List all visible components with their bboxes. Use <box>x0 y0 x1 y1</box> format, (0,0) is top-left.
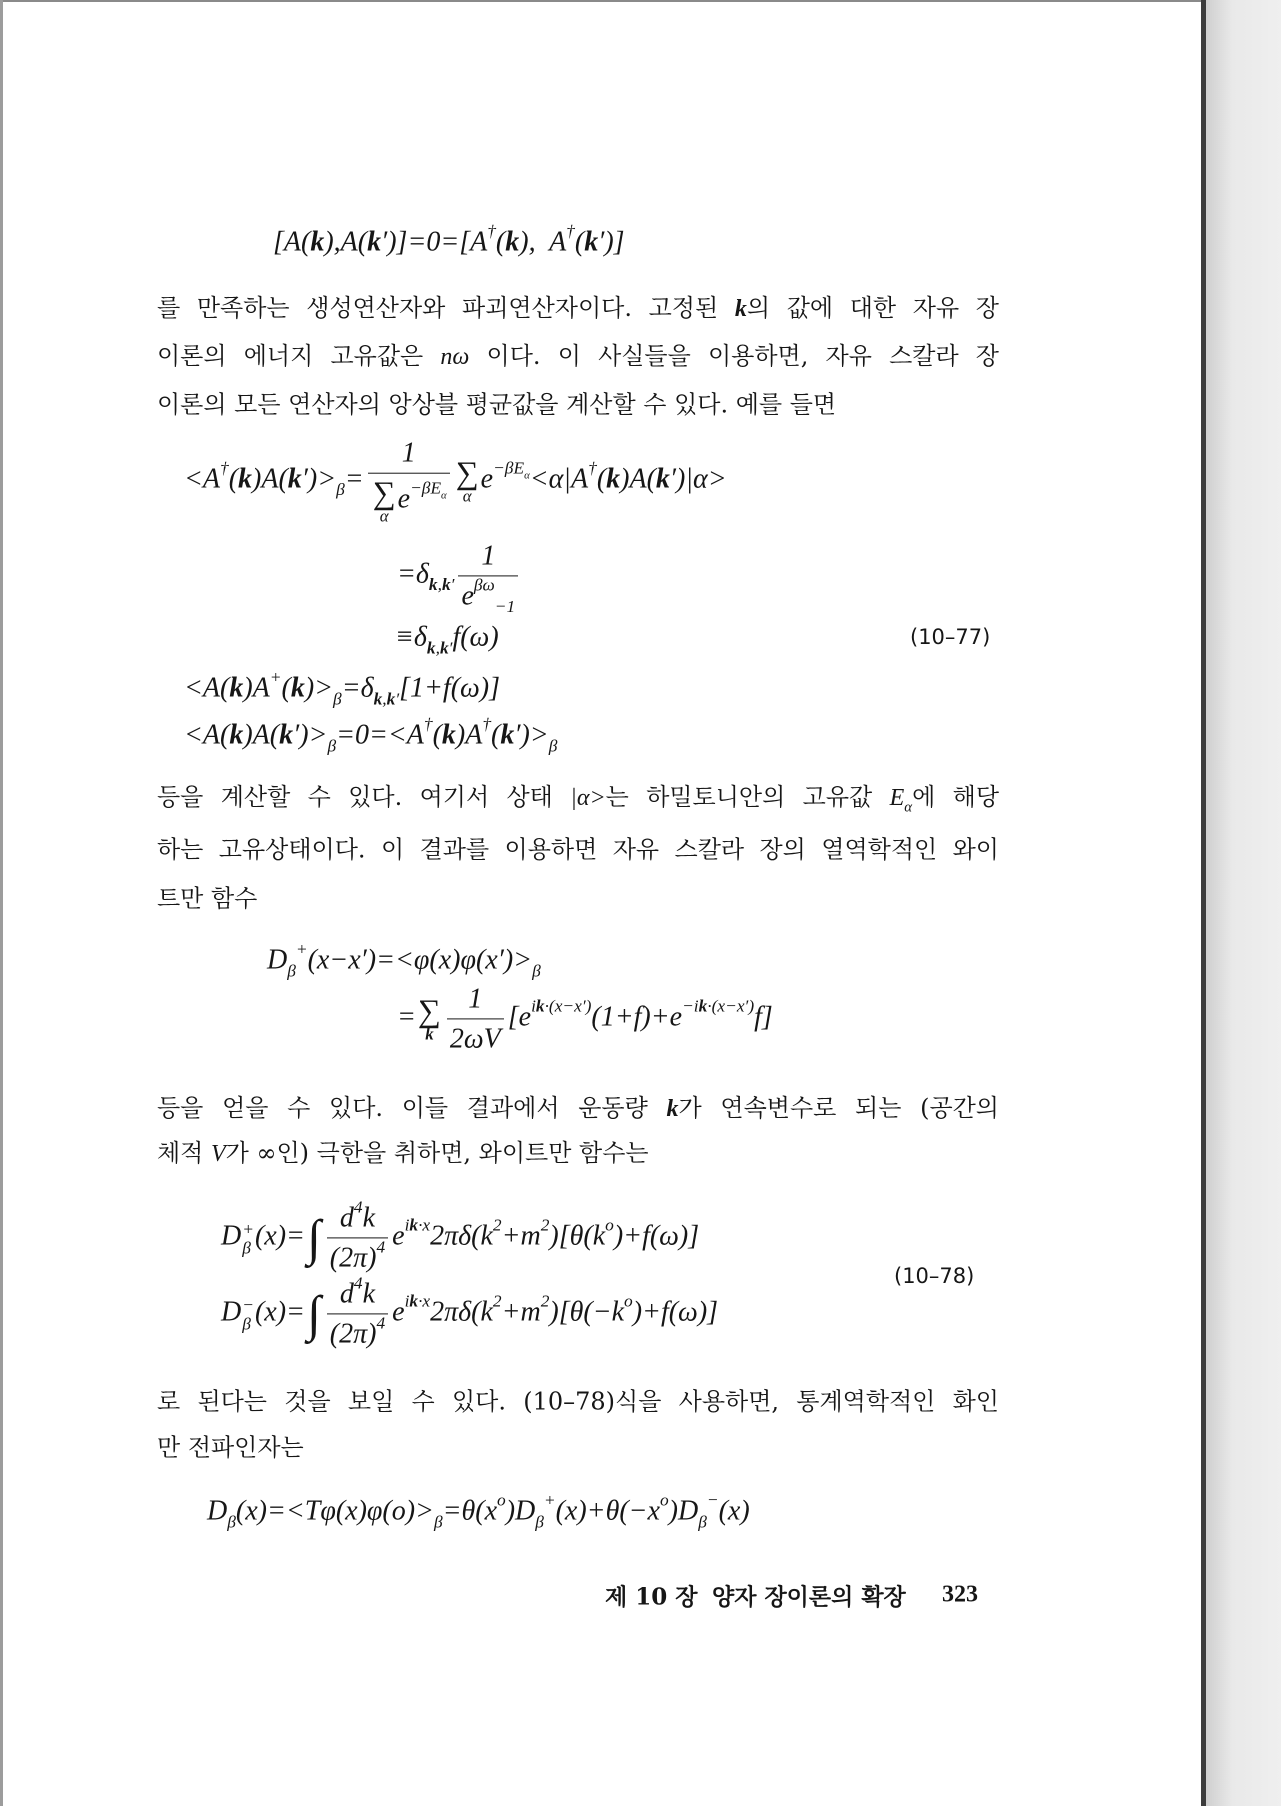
text-run: ( <box>432 719 442 751</box>
text-run: , <box>435 638 440 658</box>
text-run: 이다. 이 사실들을 이용하면, 자유 스칼라 장 <box>469 341 999 370</box>
text-run: 등을 얻을 수 있다. 이들 결과에서 운동량 <box>157 1093 667 1122</box>
text-run: e <box>397 483 411 515</box>
text-run: ·x <box>418 1215 431 1235</box>
text-run: 1 <box>468 983 483 1015</box>
vector-symbol: k <box>584 226 599 258</box>
equation-ensemble-average-f <box>395 620 499 658</box>
subscript: α <box>904 799 913 816</box>
fraction-denominator <box>447 1019 504 1056</box>
text-run: 체적 <box>157 1138 211 1167</box>
vector-symbol: k <box>500 719 515 751</box>
superscript: 4 <box>376 1313 386 1333</box>
subscript: β <box>242 1238 251 1257</box>
text-run: [e <box>507 1001 532 1033</box>
summation-sign: ∑ <box>455 454 479 491</box>
text-run: ), A <box>519 226 567 258</box>
text-run: )A( <box>243 719 280 751</box>
subscript: β <box>327 736 337 756</box>
subscript: β <box>548 736 558 756</box>
summation-index <box>462 486 472 506</box>
text-run: +m <box>501 1220 541 1252</box>
chapter-title: 양자 장이론의 확장 <box>712 1583 906 1611</box>
paragraph-line <box>157 1093 999 1125</box>
text-run: )+f(ω)] <box>613 1220 700 1252</box>
superscript: 4 <box>376 1237 386 1257</box>
text-run: d <box>339 1278 354 1310</box>
subscript: α <box>524 469 530 482</box>
vector-symbol: k <box>426 638 436 658</box>
text-run: −βE <box>410 478 442 498</box>
page-top-edge <box>0 0 1202 2</box>
equation-feynman-propagator <box>207 1490 750 1532</box>
text-run: D <box>207 1495 228 1527</box>
text-run: f(ω) <box>452 621 499 653</box>
text-run: (2π) <box>329 1318 377 1349</box>
subscript <box>429 575 455 594</box>
text-run: )D <box>505 1495 536 1527</box>
text-run: (2π) <box>329 1242 377 1273</box>
text-run: f] <box>754 1001 773 1033</box>
text-run: )A( <box>620 463 656 495</box>
text-run: e <box>480 463 494 495</box>
text-run: D <box>221 1296 242 1328</box>
text-run: <A <box>184 463 220 495</box>
summation-sign: ∑ <box>417 992 441 1029</box>
equation-wightman-definition <box>267 939 541 981</box>
superscript: o <box>659 1490 669 1510</box>
subscript: β <box>287 961 296 981</box>
superscript: † <box>220 458 229 478</box>
text-run: ′)]=0=[A <box>381 226 488 258</box>
text-run: )A <box>243 672 270 704</box>
text-run: ′ <box>450 575 455 595</box>
superscript <box>405 1292 431 1311</box>
superscript: o <box>624 1291 633 1311</box>
text-run: )D <box>668 1495 699 1527</box>
superscript: 4 <box>353 1197 363 1217</box>
text-run: ′ <box>395 689 400 709</box>
equation-wightman-minus <box>221 1273 719 1350</box>
equation-ensemble-average <box>184 437 727 526</box>
text-run: α <box>462 486 472 506</box>
text-run: (x)= <box>254 1296 305 1328</box>
page-number: 323 <box>942 1581 978 1608</box>
text-run: ( <box>495 226 506 258</box>
superscript: 4 <box>353 1273 363 1293</box>
sup-sub-stack <box>242 1219 254 1257</box>
text-run: 이론의 에너지 고유값은 <box>157 341 441 370</box>
superscript: − <box>706 1490 719 1510</box>
text-run: e <box>392 1220 405 1252</box>
subscript: β <box>532 961 541 981</box>
subscript: β <box>535 1512 544 1532</box>
superscript: † <box>423 714 433 734</box>
subscript: β <box>698 1512 707 1532</box>
text-run: α <box>379 506 389 526</box>
text-run: −i <box>682 996 699 1016</box>
superscript <box>405 1216 431 1235</box>
text-run: (1+f)+e <box>591 1001 683 1033</box>
text-run: ′)> <box>293 719 328 751</box>
vector-symbol: k <box>229 672 244 704</box>
text-run: 등을 계산할 수 있다. 여기서 상태 <box>157 782 571 811</box>
text-run: =0=<A <box>336 719 424 751</box>
text-run: d <box>339 1202 354 1234</box>
text-run: ′)|α> <box>669 463 727 495</box>
text-run: <A( <box>184 719 230 751</box>
vector-symbol: k <box>535 996 545 1016</box>
superscript: − <box>242 1294 254 1314</box>
text-run: 1 <box>401 437 416 469</box>
text-run: ( <box>491 719 501 751</box>
text-run: 가 ∞인) 극한을 취하면, 와이트만 함수는 <box>225 1138 649 1167</box>
text-run: = <box>397 1001 416 1033</box>
fraction <box>458 539 518 616</box>
fraction <box>327 1273 388 1350</box>
text-run: e <box>461 580 474 611</box>
vector-symbol: k <box>441 575 451 595</box>
integral-sign: ∫ <box>306 1285 321 1342</box>
vector-symbol: k <box>409 1215 419 1235</box>
fraction-numerator <box>458 539 518 576</box>
summation-operator <box>455 454 479 506</box>
vector-symbol: k <box>290 672 305 704</box>
page-left-edge <box>0 0 3 1806</box>
text-run: 만 전파인자는 <box>157 1433 304 1462</box>
vector-symbol: k <box>698 996 708 1016</box>
text-run: 이론의 모든 연산자의 앙상블 평균값을 계산할 수 있다. 예를 들면 <box>157 390 837 419</box>
equation-wightman-sum <box>397 982 773 1055</box>
vector-symbol: k <box>409 1291 419 1311</box>
text-run: 2ωV <box>449 1023 501 1054</box>
vector-symbol: k <box>734 295 747 322</box>
subscript: β <box>227 1512 236 1532</box>
fraction-numerator <box>327 1273 388 1314</box>
text-run: (x) <box>718 1495 750 1527</box>
superscript: † <box>566 221 575 241</box>
text-run: −βE <box>493 458 525 478</box>
math-italic-run: nω <box>440 343 470 370</box>
text-run: D <box>267 944 288 976</box>
sup-sub-stack <box>242 1295 254 1333</box>
chapter-label: 제 10 장 <box>605 1583 698 1611</box>
text-run: ·(x−x′) <box>544 996 592 1016</box>
subscript <box>427 638 453 657</box>
text-run: =δ <box>341 672 374 704</box>
text-run: )> <box>304 672 334 704</box>
text-run: k <box>362 1202 375 1234</box>
text-run: ·x <box>418 1291 431 1311</box>
equation-commutator <box>273 221 625 260</box>
paragraph-line <box>157 1432 999 1463</box>
superscript <box>531 997 591 1016</box>
integral-sign: ∫ <box>306 1209 321 1266</box>
text-run: (x)= <box>254 1220 305 1252</box>
text-run: (x−x′)=<φ(x)φ(x′)> <box>307 944 533 976</box>
integral-operator <box>306 1285 321 1342</box>
subscript: β <box>336 480 345 500</box>
superscript: o <box>497 1490 506 1510</box>
summation-sign: ∑ <box>372 474 396 511</box>
text-run: e <box>392 1296 405 1328</box>
paragraph-line <box>157 883 999 914</box>
superscript: 2 <box>492 1291 502 1311</box>
fraction-denominator <box>458 575 518 616</box>
text-run: 1 <box>481 540 496 572</box>
text-run: 로 된다는 것을 보일 수 있다. (10–78)식을 사용하면, 통계역학적인 화인 <box>157 1387 999 1416</box>
text-run: k <box>362 1278 375 1310</box>
vector-symbol: k <box>441 719 456 751</box>
text-run: =δ <box>397 558 429 590</box>
fraction-denominator <box>327 1314 388 1351</box>
subscript: β <box>433 1512 443 1532</box>
equation-number: (10–77) <box>910 625 991 649</box>
text-run: 를 만족하는 생성연산자와 파괴연산자이다. 고정된 <box>157 293 735 322</box>
vector-symbol: k <box>428 575 438 595</box>
vector-symbol: k <box>439 638 449 658</box>
text-run: 트만 함수 <box>157 884 258 913</box>
equation-ensemble-average-delta <box>397 539 522 616</box>
summation-operator <box>373 476 396 525</box>
vector-symbol: k <box>229 719 244 751</box>
text-run: )[θ(k <box>549 1220 606 1252</box>
superscript: 2 <box>540 1215 550 1235</box>
superscript: 2 <box>492 1215 502 1235</box>
vector-symbol: k <box>425 1024 434 1044</box>
math-italic-run: V <box>211 1140 226 1167</box>
equation-average-a-aplus <box>184 667 501 709</box>
superscript: βω <box>473 575 495 595</box>
vector-symbol: k <box>505 226 520 258</box>
text-run: <α|A <box>529 463 589 495</box>
paragraph-line <box>157 293 999 325</box>
text-run: 2πδ(k <box>430 1220 493 1252</box>
text-run: ≡δ <box>395 621 427 653</box>
text-run: <A( <box>184 672 230 704</box>
text-run: 하는 고유상태이다. 이 결과를 이용하면 자유 스칼라 장의 열역학적인 와이 <box>157 835 999 864</box>
text-run: )A( <box>252 463 288 495</box>
scan-margin <box>1206 0 1281 1806</box>
vector-symbol: k <box>367 226 382 258</box>
math-italic-run: E <box>889 784 905 811</box>
text-run: ·(x−x′) <box>707 996 755 1016</box>
fraction <box>447 982 504 1055</box>
text-run: i <box>404 1291 410 1311</box>
text-run: )+f(ω)] <box>632 1296 719 1328</box>
vector-symbol: k <box>655 463 670 495</box>
text-run: [A( <box>273 226 311 258</box>
text-run: (x)+θ(−x <box>555 1495 660 1527</box>
superscript <box>493 458 530 482</box>
paragraph-line <box>157 341 999 373</box>
vector-symbol: k <box>373 689 383 709</box>
superscript: + <box>543 1490 556 1510</box>
subscript: β <box>333 689 342 709</box>
summation-operator <box>417 992 441 1044</box>
text-run: [1+f(ω)] <box>399 672 501 704</box>
subscript: α <box>441 489 447 502</box>
superscript: + <box>242 1218 254 1238</box>
text-run: )A <box>455 719 483 751</box>
superscript: † <box>482 714 492 734</box>
subscript <box>374 689 400 708</box>
text-run: 에 해당 <box>912 782 999 811</box>
text-run: ( <box>281 672 291 704</box>
text-run: ′ <box>448 638 453 658</box>
text-run: ( <box>596 463 607 495</box>
text-run: 2πδ(k <box>430 1296 493 1328</box>
fraction-numerator <box>327 1197 388 1238</box>
text-run: (x)=<Tφ(x)φ(o)> <box>235 1495 434 1527</box>
paragraph-line <box>157 782 999 814</box>
paragraph-line <box>157 389 999 420</box>
fraction-denominator <box>368 473 450 525</box>
summation-index <box>379 506 389 526</box>
text-run: ′)> <box>514 719 549 751</box>
superscript: + <box>269 667 282 687</box>
superscript <box>410 478 447 502</box>
fraction-numerator <box>447 982 504 1019</box>
text-run: +m <box>501 1296 541 1328</box>
text-run: ′)> <box>301 463 337 495</box>
paragraph-line <box>157 834 999 865</box>
fraction-numerator <box>368 437 450 474</box>
superscript: † <box>588 458 597 478</box>
superscript: + <box>295 939 308 959</box>
fraction-denominator <box>327 1238 388 1275</box>
vector-symbol: k <box>238 463 253 495</box>
paragraph-line <box>157 1138 999 1170</box>
equation-wightman-plus <box>221 1197 700 1274</box>
text-run: i <box>531 996 536 1016</box>
superscript: 2 <box>540 1291 550 1311</box>
vector-symbol: k <box>287 463 302 495</box>
superscript: † <box>487 221 496 241</box>
subscript: β <box>242 1314 251 1333</box>
fraction <box>327 1197 388 1274</box>
superscript <box>682 997 754 1016</box>
equation-average-a-a <box>184 714 558 756</box>
text-run: 는 하밀토니안의 고유값 <box>605 782 890 811</box>
vector-symbol: k <box>386 689 396 709</box>
superscript: o <box>605 1215 614 1235</box>
text-run: ),A( <box>324 226 368 258</box>
subscript: −1 <box>494 596 516 616</box>
text-run: D <box>221 1220 242 1252</box>
text-run: , <box>382 689 387 709</box>
text-run: )[θ(−k <box>549 1296 625 1328</box>
paragraph-line <box>157 1386 999 1417</box>
text-run: 가 연속변수로 되는 (공간의 <box>678 1093 999 1122</box>
text-run: = <box>344 463 364 495</box>
text-run: =θ(x <box>442 1495 497 1527</box>
math-italic-run: |α> <box>570 784 606 811</box>
vector-symbol: k <box>310 226 325 258</box>
summation-index <box>425 1024 434 1044</box>
text-run: , <box>437 575 442 595</box>
text-run: i <box>404 1215 410 1235</box>
vector-symbol: k <box>279 719 294 751</box>
text-run: ( <box>228 463 239 495</box>
vector-symbol: k <box>666 1095 679 1122</box>
text-run: 의 값에 대한 자유 장 <box>746 293 999 322</box>
text-run: ′)] <box>598 226 625 258</box>
equation-number: (10–78) <box>894 1264 975 1288</box>
integral-operator <box>306 1209 321 1266</box>
fraction <box>368 437 450 526</box>
text-run: ( <box>574 226 585 258</box>
vector-symbol: k <box>606 463 621 495</box>
